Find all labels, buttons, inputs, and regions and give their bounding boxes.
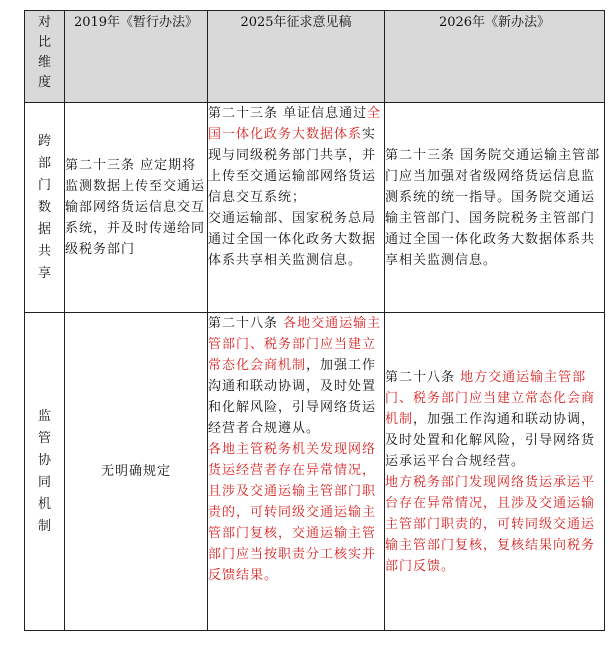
row-dimension-label: 跨部门数据共享 (37, 133, 51, 281)
cell-2025 (208, 313, 385, 631)
table-row (25, 103, 605, 313)
cell-text: 第二十三条 单证信息通过 (208, 106, 368, 121)
cell-text: 交通运输部、国家税务总局通过全国一体化政务大数据体系共享相关监测信息。 (208, 211, 377, 268)
header-2025: 2025年征求意见稿 (208, 11, 385, 103)
cell-2019 (65, 103, 208, 313)
header-row (25, 11, 605, 103)
cell-text: 第二十八条 (385, 369, 461, 385)
header-dimension (25, 11, 65, 103)
cell-2026 (385, 103, 605, 313)
highlighted-text: 全国一体化政务大数据体系 (208, 106, 382, 142)
cell-2026 (385, 313, 605, 631)
header-dimension-label: 对比维度 (37, 15, 51, 90)
cell-text: 第二十三条 国务院交通运输主管部门应当加强对省级网络货运信息监测系统的统一指导。国务院交通运输主管部门、国务院税务主管部门通过全国一体化政务大数据体系共享相关监测信息。 (385, 147, 601, 268)
cell-text: ，加强工作沟通和联动协调，及时处置和化解风险，引导网络货运经营者合规遵从。 (208, 358, 377, 436)
cell-text: 实现与同级税务部门共享，并上传至交通运输部网络货运信息交互系统； (208, 127, 377, 205)
cell-text: 第二十八条 (208, 316, 284, 331)
highlighted-text: 地方税务部门发现网络货运承运平台存在异常情况，且涉及交通运输主管部门职责的，可转同级交通运输主管部门复核，复核结果向税务部门反馈。 (385, 474, 596, 574)
cell-text: 第二十三条 应定期将监测数据上传至交通运输部网络货运信息交互系统，并及时传递给同级税务部门 (65, 158, 206, 257)
header-2026: 2026年《新办法》 (385, 11, 605, 103)
comparison-table (24, 10, 605, 631)
header-2019: 2019年《暂行办法》 (65, 11, 208, 103)
row-dimension-label: 监管协同机制 (37, 408, 51, 534)
cell-text: ，加强工作沟通和联动协调，及时处置和化解风险，引导网络货运承运平台合规经营。 (385, 411, 596, 469)
row-dimension-cell (25, 103, 65, 313)
cell-2025 (208, 103, 385, 313)
highlighted-text: 各地主管税务机关发现网络货运经营者存在异常情况，且涉及交通运输主管部门职责的，可转同级交通运输主管部门复核，交通运输主管部门应当按职责分工核实并反馈结果。 (208, 442, 377, 583)
cell-2019 (65, 313, 208, 631)
row-dimension-cell (25, 313, 65, 631)
table-row (25, 313, 605, 631)
cell-text: 无明确规定 (100, 464, 171, 479)
highlighted-text: 地方交通运输主管部门、税务部门应当建立常态化会商机制 (385, 369, 596, 427)
highlighted-text: 各地交通运输主管部门、税务部门应当建立常态化会商机制 (208, 316, 382, 373)
